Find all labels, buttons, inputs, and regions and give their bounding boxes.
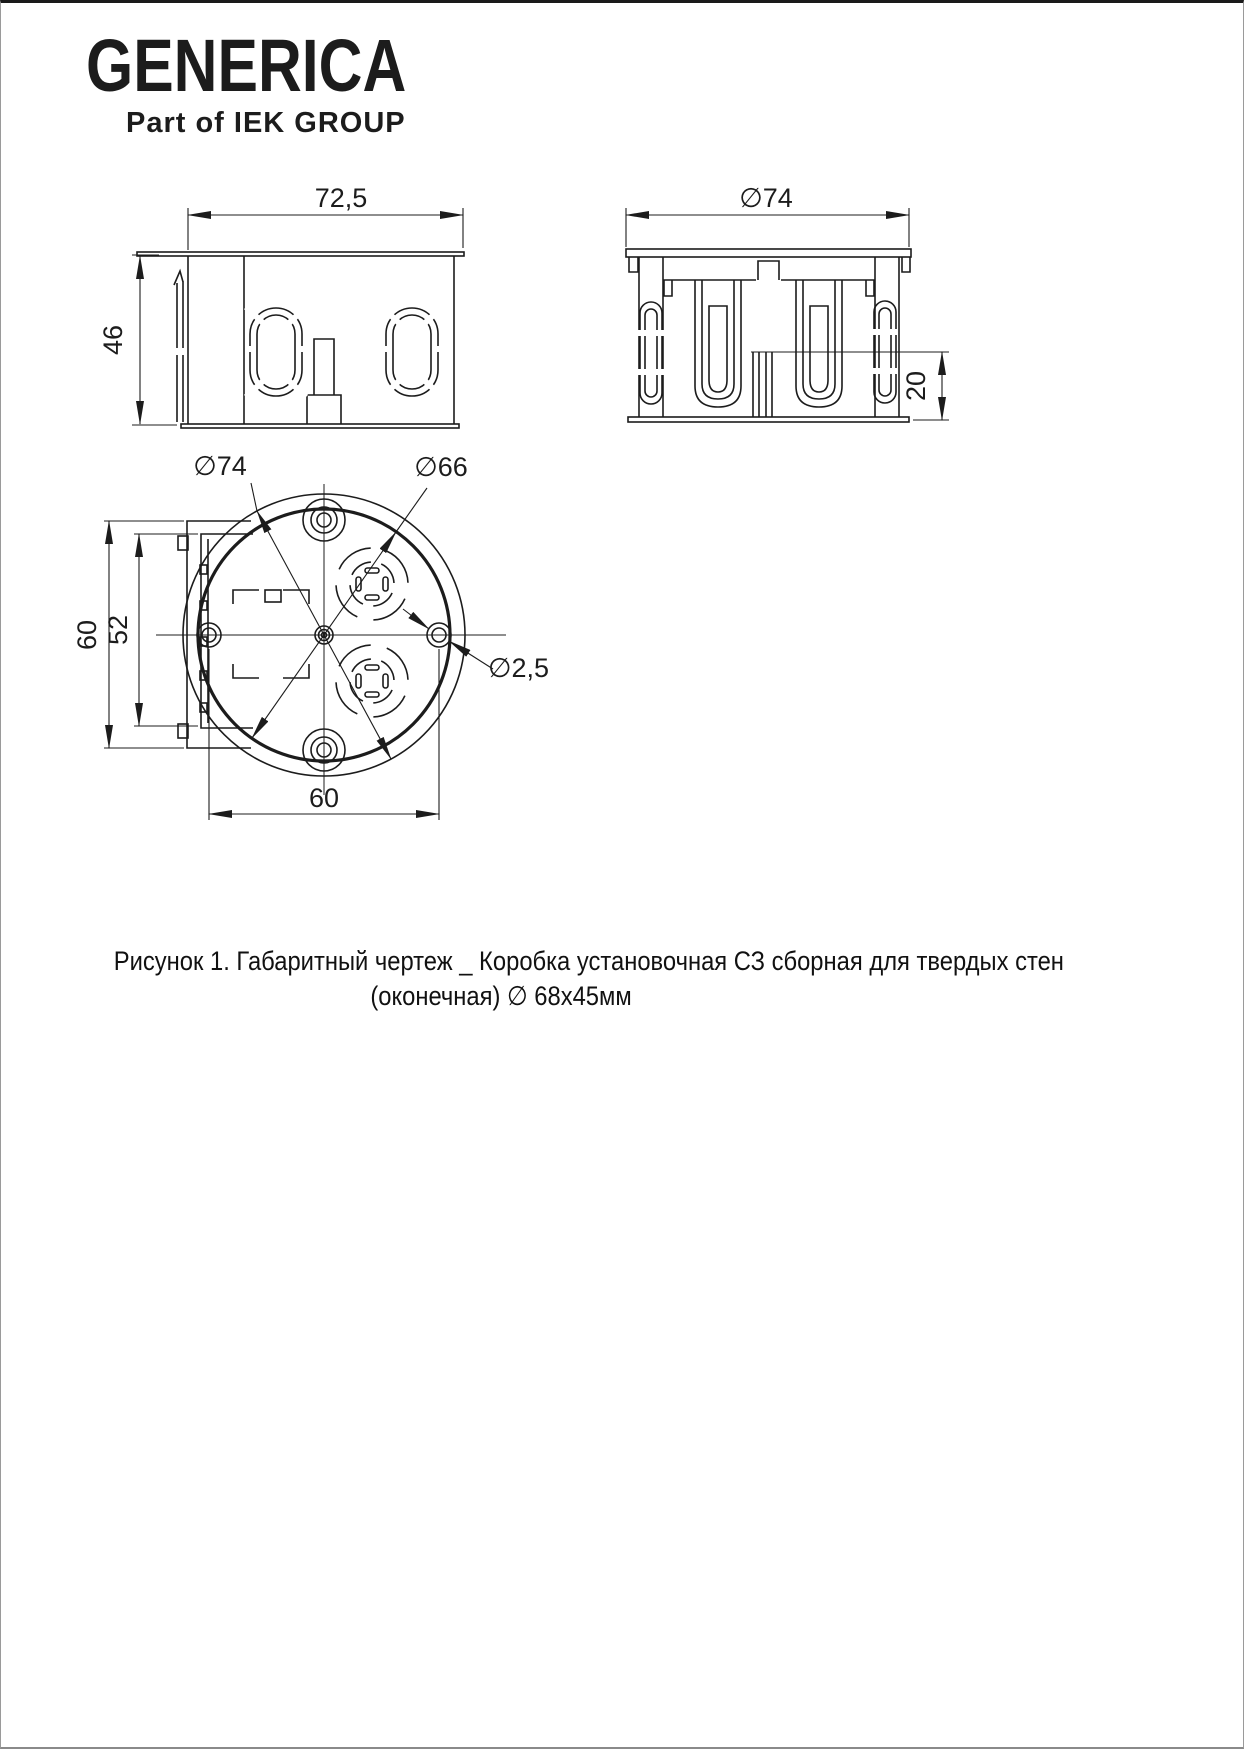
brand-tagline: Part of IEK GROUP bbox=[126, 107, 406, 139]
dim-bracket-inner-height: 52 bbox=[103, 614, 133, 646]
figure-caption bbox=[113, 944, 1064, 1014]
round-knockout-top bbox=[324, 536, 419, 631]
dim-bracket-outer-height: 60 bbox=[72, 619, 102, 651]
section-view bbox=[626, 249, 911, 422]
dim-section-depth: 20 bbox=[901, 370, 931, 402]
dim-section-diameter: ∅74 bbox=[739, 183, 793, 213]
dim-side-width: 72,5 bbox=[314, 183, 368, 213]
round-knockout-bottom bbox=[324, 633, 419, 728]
side-view bbox=[137, 252, 464, 428]
dim-side-height: 46 bbox=[98, 324, 128, 356]
technical-drawing bbox=[1, 3, 1244, 883]
brand-name: GENERICA bbox=[86, 24, 407, 107]
screw-channel-right bbox=[796, 280, 842, 407]
dim-bottom-outer-diameter: ∅74 bbox=[193, 451, 247, 481]
screw-channel-left bbox=[695, 280, 741, 407]
figure-caption-line2: (оконечная) ∅ 68х45мм bbox=[370, 981, 632, 1011]
figure-caption-line1: Рисунок 1. Габаритный чертеж _ Коробка установочная СЗ сборная для твердых стен bbox=[113, 946, 1064, 976]
dim-bottom-inner-diameter: ∅66 bbox=[414, 452, 468, 482]
dim-screw-spacing: 60 bbox=[308, 783, 340, 813]
dim-screw-hole-diameter: ∅2,5 bbox=[488, 653, 550, 683]
bottom-view-dimensions bbox=[104, 483, 493, 820]
square-opening bbox=[233, 590, 309, 678]
wall-knockout-left bbox=[640, 302, 662, 404]
